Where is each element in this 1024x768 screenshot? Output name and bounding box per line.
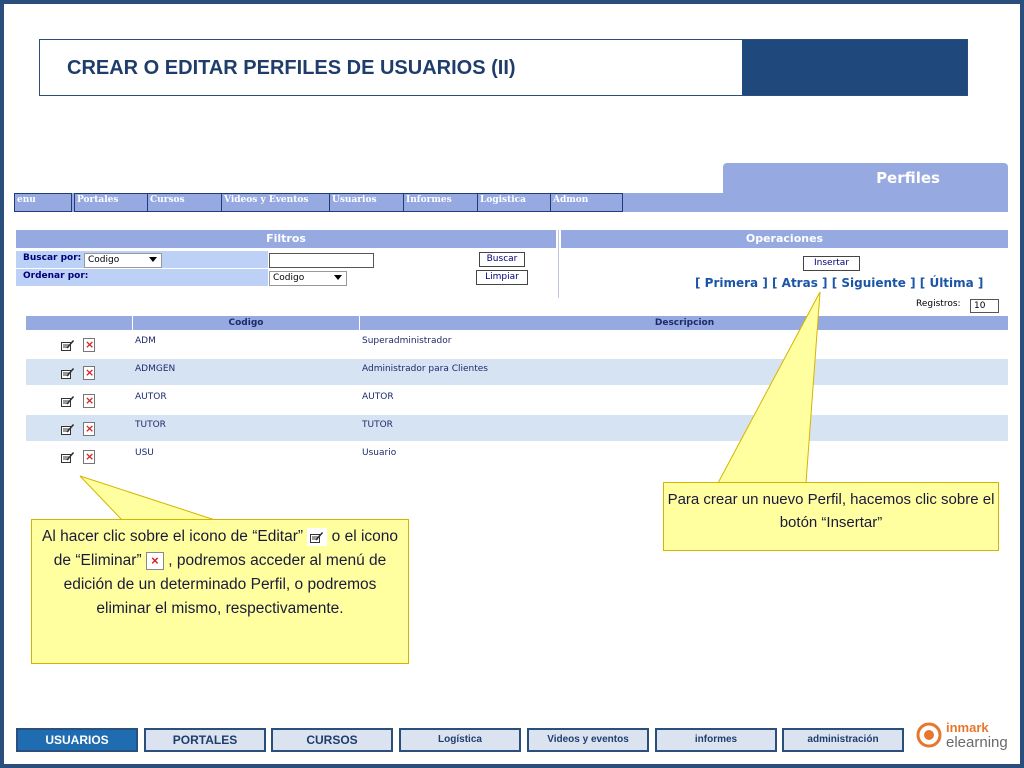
operations-header: Operaciones xyxy=(561,230,1008,248)
bottom-nav-informes[interactable]: informes xyxy=(655,728,777,752)
logo-line-2: elearning xyxy=(946,734,1008,751)
cell-descripcion: AUTOR xyxy=(362,392,394,402)
page-title: CREAR O EDITAR PERFILES DE USUARIOS (II) xyxy=(67,57,516,79)
delete-icon[interactable]: × xyxy=(85,394,95,407)
cell-codigo: USU xyxy=(135,448,154,458)
insert-callout xyxy=(663,482,999,551)
icons-callout-pointer xyxy=(80,476,215,520)
icons-callout-text-2: o el icono de “Eliminar” xyxy=(53,528,399,569)
bottom-nav-usuarios[interactable]: USUARIOS xyxy=(16,728,138,752)
inmark-logo xyxy=(914,720,1014,756)
icons-callout-text-3: , podremos acceder al menú de edición de un determinado Perfil, o podremos eliminar el mismo, respectivamente. xyxy=(63,552,387,617)
logo-mark-icon xyxy=(916,722,942,748)
filters-header: Filtros xyxy=(16,230,556,248)
pager-next[interactable]: [ Siguiente ] xyxy=(831,276,916,290)
nav-item-admon[interactable]: Admon xyxy=(550,193,623,212)
order-by-label: Ordenar por: xyxy=(23,271,89,281)
bottom-nav-administracion[interactable]: administración xyxy=(782,728,904,752)
cell-codigo: ADM xyxy=(135,336,156,346)
column-header-codigo: Codigo xyxy=(132,316,359,330)
cell-descripcion: TUTOR xyxy=(362,420,393,430)
column-header-descripcion: Descripcion xyxy=(359,316,1009,330)
clear-button[interactable]: Limpiar xyxy=(476,270,528,285)
insert-callout-pointer xyxy=(718,292,820,483)
pager-first[interactable]: [ Primera ] xyxy=(695,276,768,290)
search-by-label: Buscar por: xyxy=(23,253,82,263)
bottom-nav-logistica[interactable]: Logística xyxy=(399,728,521,752)
pager-last[interactable]: [ Última ] xyxy=(919,276,984,290)
order-value: Codigo xyxy=(273,273,305,283)
bottom-nav-cursos[interactable]: CURSOS xyxy=(271,728,393,752)
nav-item-videos[interactable]: Videos y Eventos xyxy=(221,193,330,212)
delete-icon[interactable]: × xyxy=(85,338,95,351)
nav-item-menu[interactable]: enu xyxy=(14,193,72,212)
cell-descripcion: Usuario xyxy=(362,448,397,458)
records-label: Registros: xyxy=(916,299,961,309)
insert-button[interactable]: Insertar xyxy=(803,256,860,271)
cell-descripcion: Superadministrador xyxy=(362,336,452,346)
nav-item-logistica[interactable]: Logistica xyxy=(477,193,551,212)
delete-icon[interactable]: × xyxy=(85,422,95,435)
search-button[interactable]: Buscar xyxy=(479,252,525,267)
logo-line-1: inmark xyxy=(946,720,989,735)
records-input[interactable]: 10 xyxy=(970,299,999,313)
delete-icon[interactable]: × xyxy=(85,450,95,463)
nav-item-portales[interactable]: Portales xyxy=(74,193,148,212)
edit-icon-sample xyxy=(307,528,327,546)
nav-item-informes[interactable]: Informes xyxy=(403,193,478,212)
search-field-value: Codigo xyxy=(88,255,120,265)
bottom-nav-videos[interactable]: Videos y eventos xyxy=(527,728,649,752)
cell-codigo: AUTOR xyxy=(135,392,167,402)
bottom-nav-portales[interactable]: PORTALES xyxy=(144,728,266,752)
cell-codigo: ADMGEN xyxy=(135,364,176,374)
delete-icon: × xyxy=(146,552,164,570)
delete-icon[interactable]: × xyxy=(85,366,95,379)
pager-prev[interactable]: [ Atras ] xyxy=(772,276,828,290)
edit-icon xyxy=(310,532,323,543)
icons-callout xyxy=(31,519,409,664)
cell-codigo: TUTOR xyxy=(135,420,166,430)
nav-item-usuarios[interactable]: Usuarios xyxy=(329,193,404,212)
icons-callout-text-1: Al hacer clic sobre el icono de “Editar” xyxy=(41,528,304,545)
cell-descripcion: Administrador para Clientes xyxy=(362,364,488,374)
insert-callout-text: Para crear un nuevo Perfil, hacemos clic sobre el botón “Insertar” xyxy=(667,491,995,531)
nav-item-cursos[interactable]: Cursos xyxy=(147,193,222,212)
section-tab-label: Perfiles xyxy=(876,169,940,187)
